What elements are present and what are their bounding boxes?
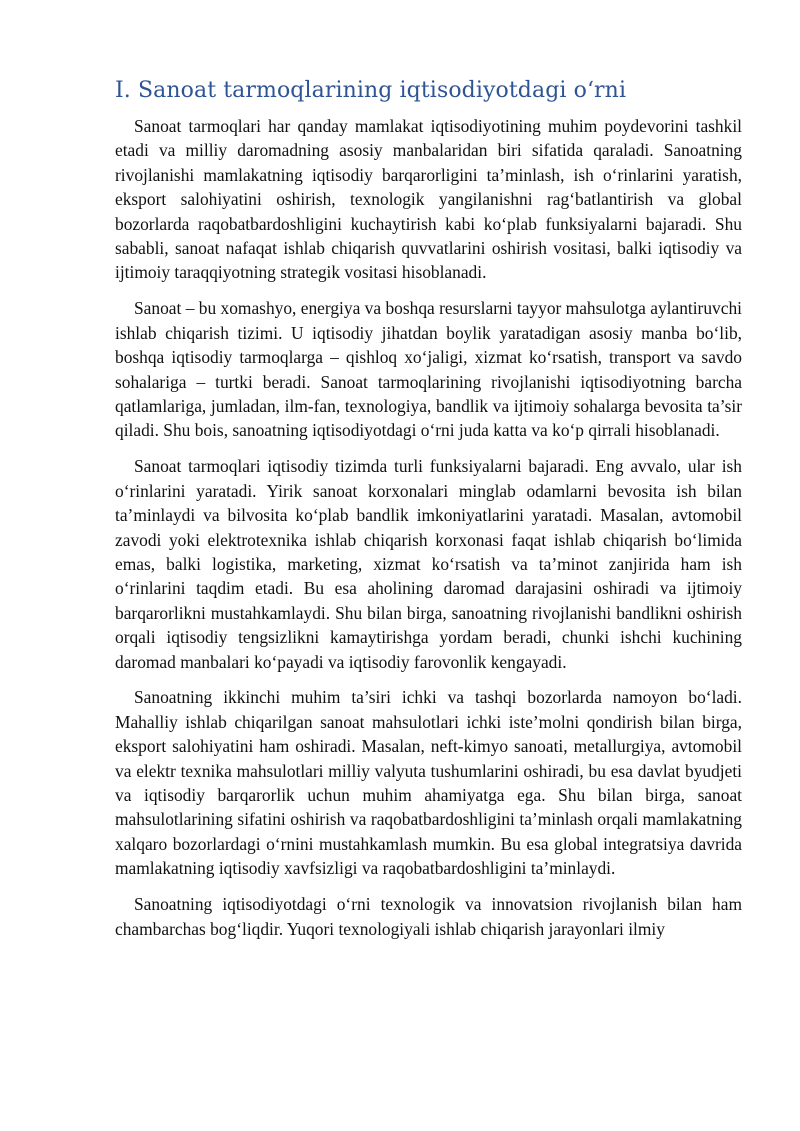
paragraph-3: Sanoat tarmoqlari iqtisodiy tizimda turli funksiyalarni bajaradi. Eng avvalo, ular ish o‘rinlarini yaratadi. Yirik sanoat korxonalari minglab odamlarni bevosita ish bilan ta’minlaydi va bilvosita ko‘plab bandlik imkoniyatlarini yaratadi. Masalan, avtomobil zavodi yoki elektrotexnika ishlab chiqarish korxonasi faqat ishlab chiqarish bo‘limida emas, balki logistika, marketing, xizmat ko‘rsatish va ta’minot zanjirida ham ish o‘rinlarini taqdim etadi. Bu esa aholining daromad darajasini oshiradi va ijtimoiy barqarorlikni mustahkamlaydi. Shu bilan birga, sanoatning rivojlanishi bandlikni oshirish orqali iqtisodiy tengsizlikni kamaytirishga yordam beradi, chunki ishchi kuchining daromad manbalari ko‘payadi va iqtisodiy farovonlik kengayadi. bbox=[115, 456, 742, 672]
paragraph-5: Sanoatning iqtisodiyotdagi o‘rni texnologik va innovatsion rivojlanish bilan ham chambarchas bog‘liqdir. Yuqori texnologiyali ishlab chiqarish jarayonlari ilmiy bbox=[115, 894, 742, 939]
document-body bbox=[115, 74, 742, 953]
paragraph-4: Sanoatning ikkinchi muhim ta’siri ichki va tashqi bozorlarda namoyon bo‘ladi. Mahalliy ishlab chiqarilgan sanoat mahsulotlari ichki iste’molni qondirish bilan birga, eksport salohiyatini ham oshiradi. Masalan, neft-kimyo sanoati, metallurgiya, avtomobil va elektr texnika mahsulotlari milliy valyuta tushumlarini oshiradi, bu esa davlat byudjeti va iqtisodiy barqarorlik uchun muhim ahamiyatga ega. Shu bilan birga, sanoat mahsulotlarining sifatini oshirish va raqobatbardoshligini ta’minlash orqali mamlakatning xalqaro bozorlardagi o‘rnini mustahkamlash mumkin. Bu esa global integratsiya davrida mamlakatning iqtisodiy xavfsizligi va raqobatbardoshligini ta’minlaydi. bbox=[115, 687, 742, 879]
section-heading: I. Sanoat tarmoqlarining iqtisodiyotdagi o‘rni bbox=[115, 78, 627, 103]
paragraph-1: Sanoat tarmoqlari har qanday mamlakat iqtisodiyotining muhim poydevorini tashkil etadi va milliy daromadning asosiy manbalaridan biri sifatida qaraladi. Sanoatning rivojlanishi mamlakatning iqtisodiy barqarorligini ta’minlash, ish o‘rinlarini yaratish, eksport salohiyatini oshirish, texnologik yangilanishni rag‘batlantirish va global bozorlarda raqobatbardoshligini kuchaytirish kabi ko‘plab funksiyalarni bajaradi. Shu sababli, sanoat nafaqat ishlab chiqarish quvvatlarini oshirish vositasi, balki iqtisodiy va ijtimoiy taraqqiyotning strategik vositasi hisoblanadi. bbox=[115, 116, 742, 283]
paragraph-2: Sanoat – bu xomashyo, energiya va boshqa resurslarni tayyor mahsulotga aylantiruvchi ishlab chiqarish tizimi. U iqtisodiy jihatdan boylik yaratadigan asosiy manba bo‘lib, boshqa iqtisodiy tarmoqlarga – qishloq xo‘jaligi, xizmat ko‘rsatish, transport va savdo sohalariga – turtki beradi. Sanoat tarmoqlarining rivojlanishi iqtisodiyotning barcha qatlamlariga, jumladan, ilm-fan, texnologiya, bandlik va ijtimoiy sohalarga bevosita ta’sir qiladi. Shu bois, sanoatning iqtisodiyotdagi o‘rni juda katta va ko‘p qirrali hisoblanadi. bbox=[115, 298, 742, 441]
